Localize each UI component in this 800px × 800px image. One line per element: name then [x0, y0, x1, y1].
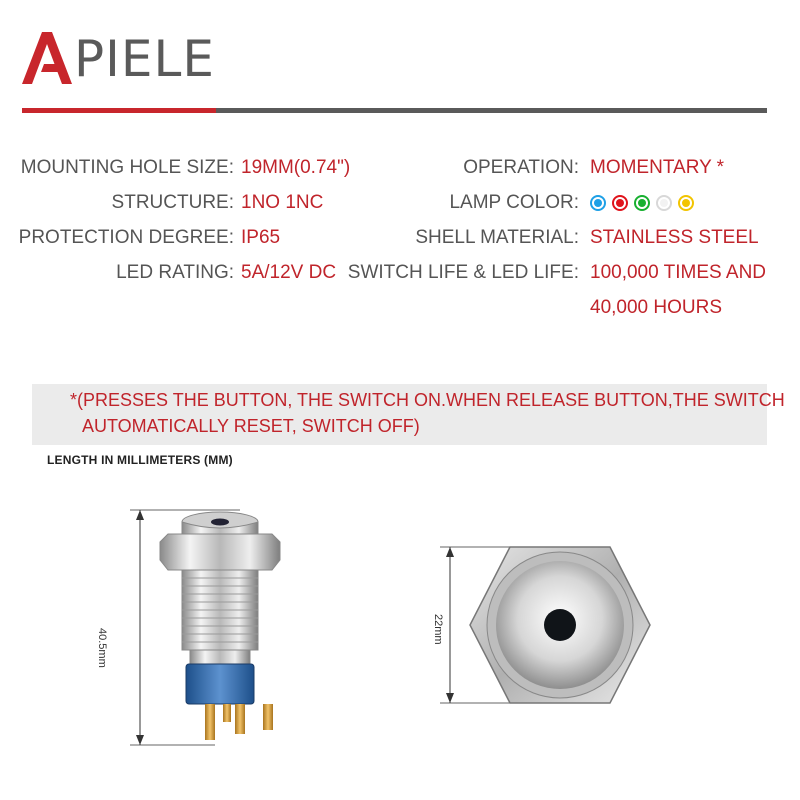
- side-height-label: 40.5mm: [96, 628, 108, 668]
- led-rating-value: 5A/12V DC: [241, 262, 337, 283]
- note-line-1: *(PRESSES THE BUTTON, THE SWITCH ON.WHEN RELEASE BUTTON,THE SWITCH: [70, 390, 785, 410]
- shell-material-value: STAINLESS STEEL: [590, 227, 759, 248]
- operation-label: OPERATION:: [463, 157, 579, 178]
- momentary-note-box: [32, 384, 785, 445]
- protection-value: IP65: [241, 227, 281, 248]
- lamp-color-yellow-swatch: [678, 195, 694, 211]
- length-caption: LENGTH IN MILLIMETERS (MM): [47, 453, 233, 467]
- lamp-color-red-swatch: [612, 195, 628, 211]
- brand-name: PIELE: [74, 30, 215, 88]
- top-view-drawing: [440, 540, 680, 710]
- structure-label: STRUCTURE:: [111, 192, 234, 213]
- mounting-hole-value: 19MM(0.74"): [241, 157, 351, 178]
- lamp-color-green-swatch: [634, 195, 650, 211]
- shell-material-label: SHELL MATERIAL:: [415, 227, 579, 248]
- led-rating-label: LED RATING:: [116, 262, 234, 283]
- life-label: SWITCH LIFE & LED LIFE:: [347, 262, 579, 283]
- life-value-line1: 100,000 TIMES AND: [590, 262, 767, 283]
- protection-label: PROTECTION DEGREE:: [18, 227, 234, 248]
- top-width-label: 22mm: [432, 614, 444, 645]
- life-value-line2: 40,000 HOURS: [590, 297, 723, 318]
- operation-value: MOMENTARY *: [590, 157, 725, 178]
- note-line-2: AUTOMATICALLY RESET, SWITCH OFF): [82, 416, 420, 436]
- lamp-color-label: LAMP COLOR:: [449, 192, 579, 213]
- lamp-color-swatches: [590, 195, 694, 211]
- structure-value: 1NO 1NC: [241, 192, 324, 213]
- side-view-drawing: [120, 500, 320, 760]
- spec-table: [0, 0, 800, 330]
- lamp-color-blue-swatch: [590, 195, 606, 211]
- lamp-color-white-swatch: [656, 195, 672, 211]
- mounting-hole-label: MOUNTING HOLE SIZE:: [20, 157, 234, 178]
